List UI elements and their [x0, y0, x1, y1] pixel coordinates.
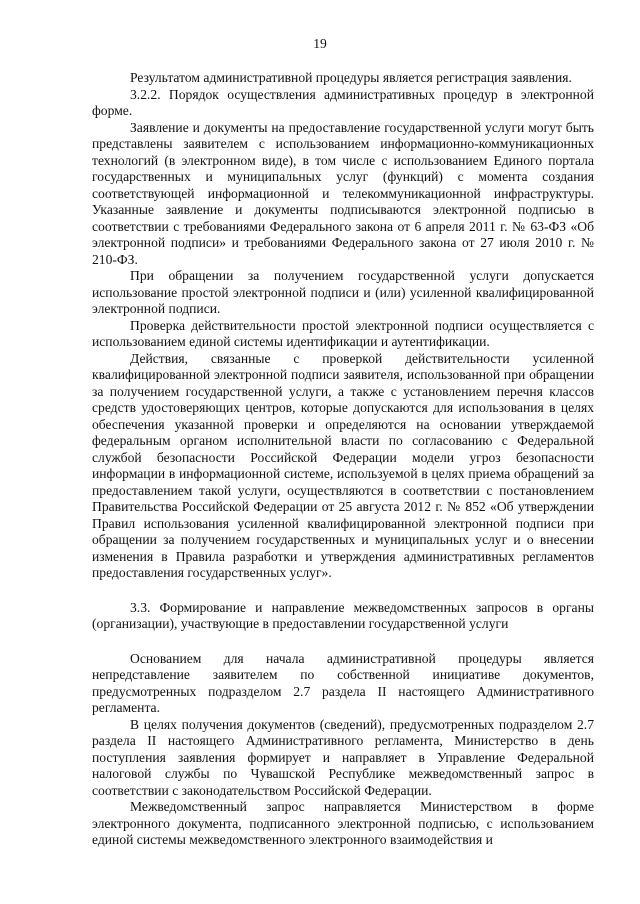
page-number: 19 — [313, 36, 327, 51]
paragraph: В целях получения документов (сведений), предусмотренных подразделом 2.7 раздела II настоящего Административного регламента, Министерство в день поступления заявления формирует и направляет в Управление Федеральной налоговой службы по Чувашской Республике межведомственный запрос в соответствии с законодательством Российской Федерации. — [92, 716, 594, 798]
paragraph: Заявление и документы на предоставление государственной услуги могут быть представлены заявителем с использованием информационно-коммуникационных технологий (в электронном виде), в том числе с использованием Единого портала государственных и муниципальных услуг (функций) с момента создания соответствующей информационной и телекоммуникационной инфраструктуры. Указанные заявление и документы подписываются электронной подписью в соответствии с требованиями Федерального закона от 6 апреля 2011 г. № 63-ФЗ «Об электронной подписи» и требованиями Федерального закона от 27 июля 2010 г. № 210-ФЗ. — [92, 119, 594, 267]
paragraph: Действия, связанные с проверкой действительности усиленной квалифицированной электронной подписи заявителя, использованной при обращении за получением государственной услуги, а также с установлением перечня классов средств удостоверяющих центров, которые допускаются для использования в целях обеспечения указанной проверки и определяются на основании утверждаемой федеральным органом исполнительной власти по согласованию с Федеральной службой безопасности Российской Федерации модели угроз безопасности информации в информационной системе, используемой в целях приема обращений за предоставлением такой услуги, осуществляются в соответствии с постановлением Правительства Российской Федерации от 25 августа 2012 г. № 852 «Об утверждении Правил использования усиленной квалифицированной электронной подписи при обращении за получением государственных и муниципальных услуг и о внесении изменения в Правила разработки и утверждения административных регламентов предоставления государственных услуг». — [92, 350, 594, 580]
paragraph: При обращении за получением государственной услуги допускается использование простой электронной подписи и (или) усиленной квалифицированной электронной подписи. — [92, 268, 594, 316]
paragraph: Межведомственный запрос направляется Министерством в форме электронного документа, подписанного электронной подписью, с использованием единой системы межведомственного электронного взаимодействия и — [92, 799, 594, 847]
paragraph: 3.2.2. Порядок осуществления административных процедур в электронной форме. — [92, 86, 594, 118]
paragraph: Проверка действительности простой электронной подписи осуществляется с использованием единой системы идентификации и аутентификации. — [92, 317, 594, 349]
document-body — [92, 70, 594, 849]
section-heading: 3.3. Формирование и направление межведомственных запросов в органы (организации), участвующие в предоставлении государственной услуги — [92, 599, 594, 631]
spacer — [92, 582, 594, 600]
spacer — [92, 633, 594, 651]
paragraph: Результатом административной процедуры является регистрация заявления. — [130, 70, 572, 85]
paragraph: Основанием для начала административной процедуры является непредставление заявителем по собственной инициативе документов, предусмотренных подразделом 2.7 раздела II настоящего Административного регламента. — [92, 650, 594, 715]
